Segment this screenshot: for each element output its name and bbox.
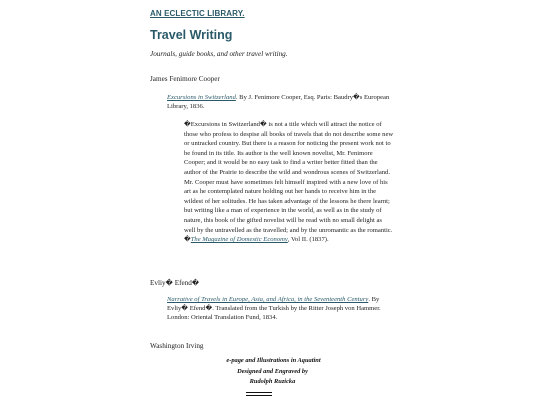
title-page-line-1: e-page and Illustrations in Aquatint <box>226 357 321 364</box>
book-title-link[interactable]: Narrative of Travels in Europe, Asia, and Africa, in the Seventeenth Century <box>167 296 369 303</box>
author-name-irving: Washington Irving <box>150 342 204 350</box>
page-subtitle: Journals, guide books, and other travel writing. <box>150 50 288 58</box>
book-entry-cooper <box>167 93 397 111</box>
title-page-rule <box>246 392 272 393</box>
title-page-line-3: Rudolph Ruzicka <box>249 378 296 385</box>
book-entry-evliya <box>167 295 397 323</box>
book-citation: . By J. Fenimore Cooper, Esq. Paris: Baudry�s European Library, 1836. <box>167 94 390 111</box>
title-page-rule <box>246 395 272 396</box>
quote-source-volume: , Vol II. (1837). <box>287 236 329 244</box>
quote-source-link[interactable]: The Magazine of Domestic Economy <box>190 236 288 244</box>
page-title: Travel Writing <box>150 28 233 42</box>
title-page-line-2: Designed and Engraved by <box>237 368 308 375</box>
review-quote-cooper <box>184 120 394 245</box>
site-home-link[interactable]: AN ECLECTIC LIBRARY. <box>150 9 245 18</box>
book-title-link[interactable]: Excursions in Switzerland <box>167 94 236 101</box>
book-citation: . By Evliy� Efend�. Translated from the Turkish by the Ritter Joseph von Hammer. London: Oriental Translation Fund, 1834. <box>167 296 381 322</box>
author-name-evliya: Evliy� Efend� <box>150 279 200 287</box>
author-name-cooper: James Fenimore Cooper <box>150 75 220 83</box>
quote-text: �Excursions in Switzerland� is not a title which will attract the notice of those who profess to despise all books of travels that do not describe some new or untracked country. But there is a reason for noticing the present work not to be found in its title. Its author is the well known novelist, Mr. Fenimore Cooper; and it would be no easy task to find a writer better fitted than the author of the Prairie to describe the wild and wondrous scenes of Switzerland. Mr. Cooper must have sometimes felt himself inspired with a new love of his art as he contemplated nature holding out her hands to receive him in the wildest of her solitudes. He has taken advantage of the lessons he there learnt; but writing like a man of experience in the world, as well as in the study of nature, this book of the gifted novelist will be read with no small delight as well by the untravelled as the travelled; and by the unromantic as the romantic. � <box>184 121 394 244</box>
